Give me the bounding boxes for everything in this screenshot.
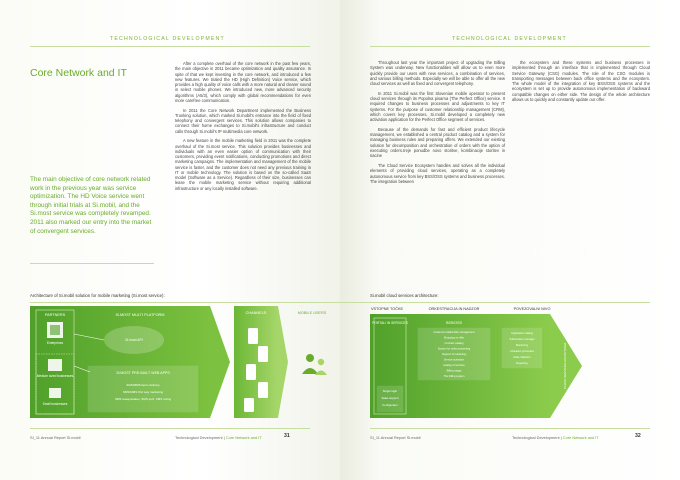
phone-icon bbox=[258, 382, 268, 398]
platform-label: Si.MOST MULTI PLATFORM bbox=[115, 313, 165, 317]
body-column bbox=[175, 61, 311, 196]
body-paragraph: In 2011 Si.mobil was the first Slovenian mobile operator to present cloud services through its Popolna pisarna (The Perfect Office) service. It required changes to business processes and adjustments to key IT systems. For the purpose of customer relationship management (CRM), which covers key processes, Si.mobil developed a completely new activation application for the Perfect Office segment of services. bbox=[370, 90, 505, 123]
bss-item: Contract catalog bbox=[444, 342, 464, 345]
section-title: Core Network and IT bbox=[30, 67, 127, 79]
bss-oss-label: BSS/OSS bbox=[446, 321, 462, 325]
user-body-icon bbox=[315, 371, 327, 376]
channels-arrow bbox=[278, 306, 288, 418]
body-paragraph: After a complete overhaul of the core network in the past few years, the main objective in 2011 became optimization and quality assurance. In spite of that we kept investing in the core network, and introduced a few new features. We trialed the HD (High Definition) Voice service, which provides a high quality of voice calls with a more natural and clearer sound in select mobile phones. We introduced new, more advanced security algorithms (A5/3), which comply with global recommendations for even more carefree communication. bbox=[175, 61, 311, 103]
prebuilt-apps-label: Si.MOST PRE-BUILT WEB APPS bbox=[116, 371, 170, 375]
entry-item: Configurator bbox=[382, 403, 398, 407]
footer-left: SI_11 Annual Report Si.mobil bbox=[370, 435, 421, 440]
small-business-label: Small businesses bbox=[42, 402, 68, 406]
bss-item: Billing usage bbox=[446, 369, 462, 373]
page-header: TECHNOLOGICAL DEVELOPMENT bbox=[110, 36, 225, 42]
bss-item: Customer relationship management bbox=[433, 331, 475, 334]
bss-item: System for order processing bbox=[437, 347, 471, 351]
body-column-2 bbox=[512, 60, 650, 107]
bss-item: catalog of services bbox=[443, 364, 465, 367]
body-paragraph: In 2011 the Core Network Department implemented the Business Trunking solution, which marked Si.mobil's entrance into the field of fixed telephony and convergent services. This solution allows companies to connect their home exchanges to Si.mobil's infrastructure and conduct calls through Si.mobil's IP multimedia core network. bbox=[175, 107, 311, 134]
csg-item: Application catalog bbox=[511, 332, 533, 335]
body-column-1 bbox=[370, 60, 505, 189]
bss-item: Shopping on offer bbox=[443, 336, 465, 340]
channels-block bbox=[234, 306, 278, 418]
footer-left: SI_11 Annual Report Si.mobil bbox=[30, 435, 81, 440]
footer-chapter: Technological Development bbox=[175, 435, 223, 440]
body-paragraph: Because of the demands for fast and efficient product lifecycle management, we established a central product catalog and a system for managing business rules and preparing offers. We extended our existing solution for decomposition and orchestration of orders with the option of executing orders.treje ponudbe novo storitve, kombinacije storitev in nacine bbox=[370, 126, 505, 159]
platform-arrow bbox=[210, 306, 230, 418]
footer-rule bbox=[370, 428, 650, 429]
footer-rule bbox=[30, 428, 310, 429]
csg-item: Monitoring bbox=[515, 344, 529, 347]
header-rule bbox=[370, 46, 650, 47]
enterprises-label: Enterprises bbox=[46, 341, 64, 345]
app-item: SMS sweepstakes, SMS quiz, SMS voting bbox=[114, 397, 172, 401]
user-body-icon bbox=[302, 368, 318, 374]
bss-item: Support of marketing bbox=[441, 353, 467, 356]
lead-paragraph: The main objective of core network related work in the previous year was service optimization. The HD Voice service went through initial trials at Si.mobil, and the Si.most service was completely revamped. 2011 also marked our entry into the market of convergent services. bbox=[30, 176, 152, 235]
csg-item: Activation processes bbox=[510, 350, 534, 353]
figure-rule bbox=[30, 302, 340, 303]
bss-item: The billing system bbox=[443, 375, 465, 378]
integration-layer-label: POVEZOVALNI NIVO bbox=[513, 307, 551, 311]
body-paragraph: the ecosystem and these systems and business processes is implemented through an interface that is implemented through Cloud Service Gateway (CSG) modules. The role of the CSG modules is transporting messages between back office systems and the ecosystem. The whole model of the integration of key BSS/OSS systems and the ecosystem is set up to provide autonomous implementation of backward compatible changes on either side. The design of the whole architecture allows us to quickly and constantly update our offer. bbox=[512, 60, 650, 102]
user-head-icon bbox=[306, 354, 314, 362]
entry-item: Sales support bbox=[381, 396, 399, 400]
mobile-users-label: MOBILE USERS bbox=[297, 311, 327, 315]
user-head-icon bbox=[318, 359, 324, 365]
medium-business-icon bbox=[48, 359, 62, 371]
entry-item: Single login bbox=[382, 389, 398, 393]
footer-section: Technological Development | Core Network and IT bbox=[175, 435, 262, 440]
csg-item: Subscription manager bbox=[509, 338, 535, 341]
api-label: Si.most API bbox=[125, 338, 143, 342]
csg-item: Reporting bbox=[516, 362, 528, 365]
app-item: SMS/MMS items delivery bbox=[126, 383, 160, 387]
right-page bbox=[340, 0, 680, 480]
figure-title: Architecture of Si.mobil solution for mobile marketing (Si.most service): bbox=[30, 293, 165, 298]
body-paragraph: The Cloud Service Ecosystem handles and solves all the individual elements of providing cloud services, operating as a completely autonomous service from key BSS/OSS systems and business processes. The integration between bbox=[370, 163, 505, 184]
page-number: 32 bbox=[635, 433, 641, 439]
body-paragraph: A new feature in the mobile marketing field in 2011 was the complete overhaul of the Si.most service. This solution provides businesses and individuals with an even easier option of communication with their customers, providing event notifications, conducting promotions and direct marketing campaigns. The implementation and management of the mobile service is faster, and the customer does not need any previous training in IT or mobile technology. The solution is based on the so-called SaaS model (Software as a Service). Regardless of their size, businesses can lease the mobile marketing service without requiring additional infrastructure or any locally installed software. bbox=[175, 138, 311, 191]
ecosystem-vertical-label: CLOUD SERVICES ECOSYSTEM bbox=[563, 342, 567, 390]
footer-topic: Core Network and IT bbox=[562, 435, 599, 440]
lead-rule bbox=[30, 263, 154, 264]
figure-rule bbox=[340, 302, 650, 303]
csg-item: Data collection bbox=[513, 356, 531, 359]
channels-label: CHANNELS bbox=[245, 311, 267, 315]
phone-icon bbox=[246, 364, 256, 380]
entry-points-label: VSTOPNE TOČKE bbox=[370, 307, 404, 311]
footer-section: Technological Development | Core Network and IT bbox=[512, 435, 599, 440]
orchestration-label: ORKESTRACIJA IN NADZOR bbox=[428, 307, 480, 311]
app-item: SMS/MMS first way marketing bbox=[122, 390, 164, 394]
portals-label: PORTALI IN SERVICES bbox=[372, 321, 408, 325]
partners-label: PARTNERS bbox=[44, 313, 66, 317]
cloud-architecture-diagram bbox=[370, 306, 650, 418]
phone-icon bbox=[258, 346, 268, 362]
building-windows-icon bbox=[50, 325, 60, 335]
footer-topic: Core Network and IT bbox=[225, 435, 262, 440]
medium-business-label: Medium sized businesses bbox=[36, 374, 74, 378]
small-business-icon bbox=[49, 388, 61, 398]
phone-icon bbox=[248, 328, 258, 344]
page-number: 31 bbox=[284, 433, 290, 439]
footer-chapter: Technological Development bbox=[512, 435, 560, 440]
simost-architecture-diagram bbox=[30, 306, 340, 418]
bss-item: Service activation bbox=[443, 358, 465, 362]
page-header: TECHNOLOGICAL DEVELOPMENT bbox=[452, 36, 567, 42]
figure-title: Si.mobil cloud services architecture: bbox=[370, 293, 439, 298]
body-paragraph: Throughout last year the important project of upgrading the Billing System was underway. New functionalities will allow us to even more quickly provide our users with new services, a combination of services, and various billing methods. Especially we will be able to offer all the new cloud services as well as fixed and convergent telephony. bbox=[370, 60, 505, 86]
phone-icon bbox=[244, 398, 254, 412]
header-rule bbox=[30, 46, 310, 47]
